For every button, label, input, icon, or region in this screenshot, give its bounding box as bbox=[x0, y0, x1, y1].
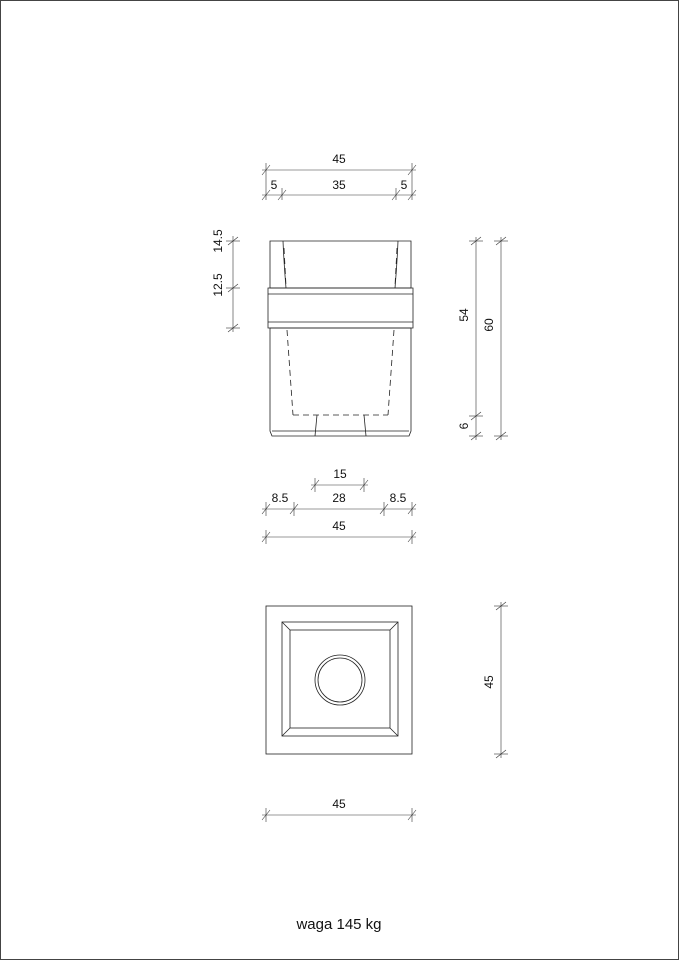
dim-right-bottom: 6 bbox=[457, 422, 471, 430]
dim-top-left: 5 bbox=[270, 178, 278, 192]
dim-plan-bottom: 45 bbox=[332, 797, 346, 811]
dim-base-inner: 15 bbox=[333, 467, 347, 481]
dim-right-inner: 54 bbox=[457, 308, 471, 322]
dim-left-lower: 12.5 bbox=[211, 273, 225, 297]
dim-left-upper: 14.5 bbox=[211, 229, 225, 253]
dim-right-overall: 60 bbox=[482, 318, 496, 332]
dim-top-right: 5 bbox=[400, 178, 408, 192]
dim-base-overall: 45 bbox=[332, 519, 346, 533]
dim-top-mid: 35 bbox=[332, 178, 346, 192]
dim-top-overall: 45 bbox=[332, 152, 346, 166]
weight-caption: waga 145 kg bbox=[296, 916, 382, 933]
dim-plan-side: 45 bbox=[482, 675, 496, 689]
dim-base-right: 8.5 bbox=[389, 491, 407, 505]
dim-base-left: 8.5 bbox=[271, 491, 289, 505]
dim-base-mid: 28 bbox=[332, 491, 346, 505]
